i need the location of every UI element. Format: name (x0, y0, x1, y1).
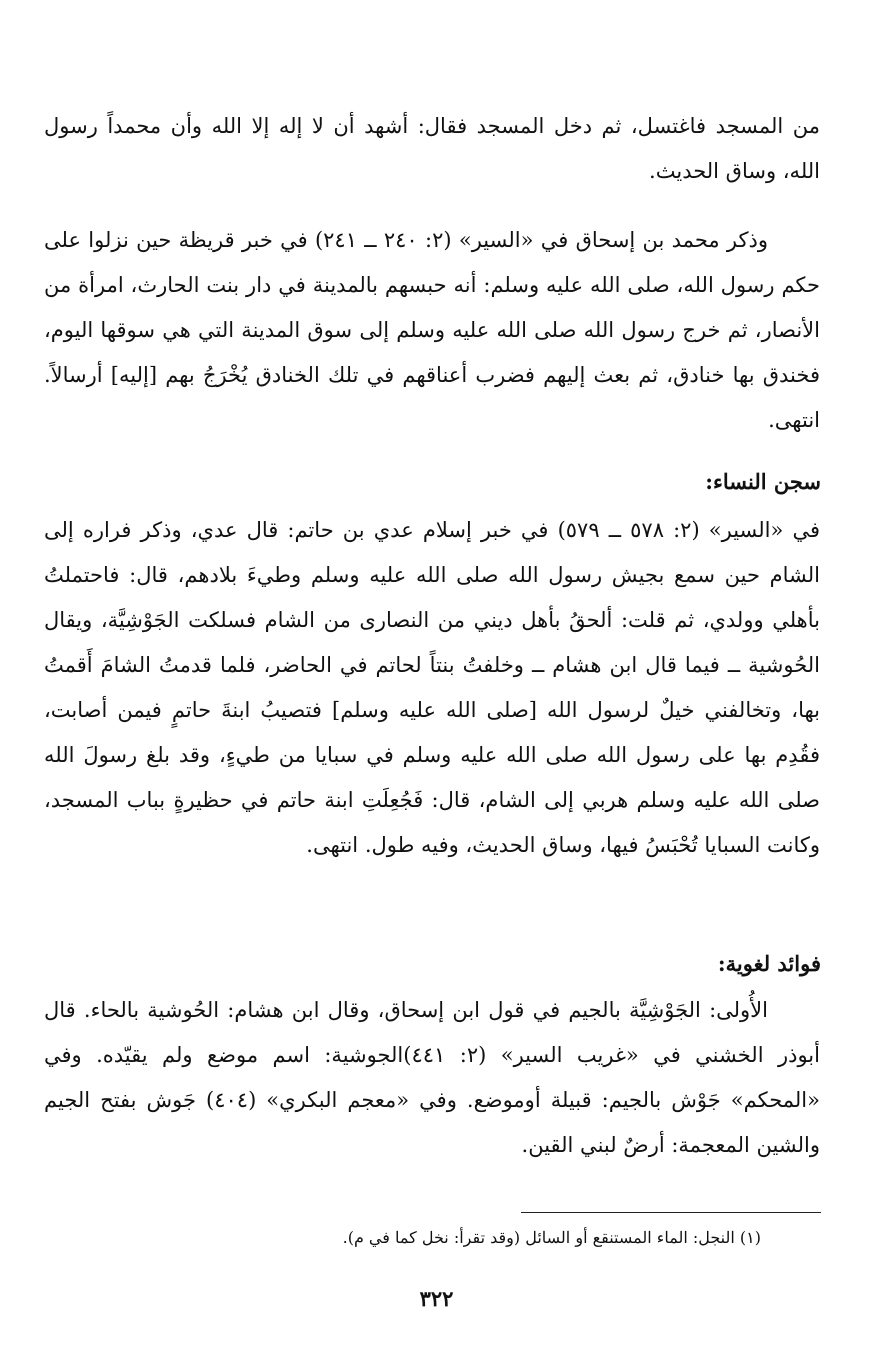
paragraph-adi-bin-hatim (44, 508, 820, 868)
paragraph-1: من المسجد فاغتسل، ثم دخل المسجد فقال: أشهد أن لا إله إلا الله وأن محمداً رسول الله، وساق الحديث. (44, 114, 820, 183)
section-heading-women-prison: سجن النساء: (705, 469, 821, 494)
footnote: (١) النجل: الماء المستنقع أو السائل (وقد تقرأ: نخل كما في م). (342, 1228, 761, 1247)
paragraph-2: وذكر محمد بن إسحاق في «السير» (٢: ٢٤٠ ــ ٢٤١) في خبر قريظة حين نزلوا على حكم رسول الله، صلى الله عليه وسلم: أنه حبسهم بالمدينة في دار بنت الحارث، امرأة من الأنصار، ثم خرج رسول الله صلى الله عليه وسلم إلى سوق المدينة التي هي سوقها اليوم، فخندق بها خنادق، ثم بعث إليهم فضرب أعناقهم في تلك الخنادق يُخْرَجُ بهم [إليه] أرسالاً. انتهى. (44, 228, 820, 432)
paragraph-linguistic-note (44, 988, 820, 1168)
footnote-divider (521, 1212, 821, 1213)
section-heading-linguistic-notes: فوائد لغوية: (717, 951, 821, 976)
paragraph-continuation (44, 104, 820, 194)
paragraph-ibn-ishaq (44, 218, 820, 443)
paragraph-4: الأُولى: الجَوْشِيَّة بالجيم في قول ابن إسحاق، وقال ابن هشام: الحُوشية بالحاء. قال أبوذر الخشني في «غريب السير» (٢: ٤٤١)الجوشية: اسم موضع ولم يقيّده. وفي «المحكم» جَوْش بالجيم: قبيلة أوموضع. وفي «معجم البكري» (٤٠٤) جَوش بفتح الجيم والشين المعجمة: أرضٌ لبني القين. (44, 998, 820, 1157)
paragraph-3: في «السير» (٢: ٥٧٨ ــ ٥٧٩) في خبر إسلام عدي بن حاتم: قال عدي، وذكر فراره إلى الشام حين سمع بجيش رسول الله صلى الله عليه وسلم وطيءَ بلادهم، قال: فاحتملتُ بأهلي وولدي، ثم قلت: ألحقُ بأهل ديني من النصارى من الشام فسلكت الجَوْشِيَّة، ويقال الحُوشية ــ فيما قال ابن هشام ــ وخلفتُ بنتاً لحاتم في الحاضر، فلما قدمتُ الشامَ أَقمتُ بها، وتخالفني خيلٌ لرسول الله [صلى الله عليه وسلم] فتصيبُ ابنةَ حاتمٍ فيمن أصابت، فقُدِم بها على رسول الله صلى الله عليه وسلم في سبايا من طيءٍ، وقد بلغ رسولَ الله صلى الله عليه وسلم هربي إلى الشام، قال: فَجُعِلَتِ ابنة حاتم في حظيرةٍ بباب المسجد، وكانت السبايا تُحْبَسُ فيها، وساق الحديث، وفيه طول. انتهى. (44, 518, 820, 857)
page-number: ٣٢٢ (419, 1286, 454, 1311)
